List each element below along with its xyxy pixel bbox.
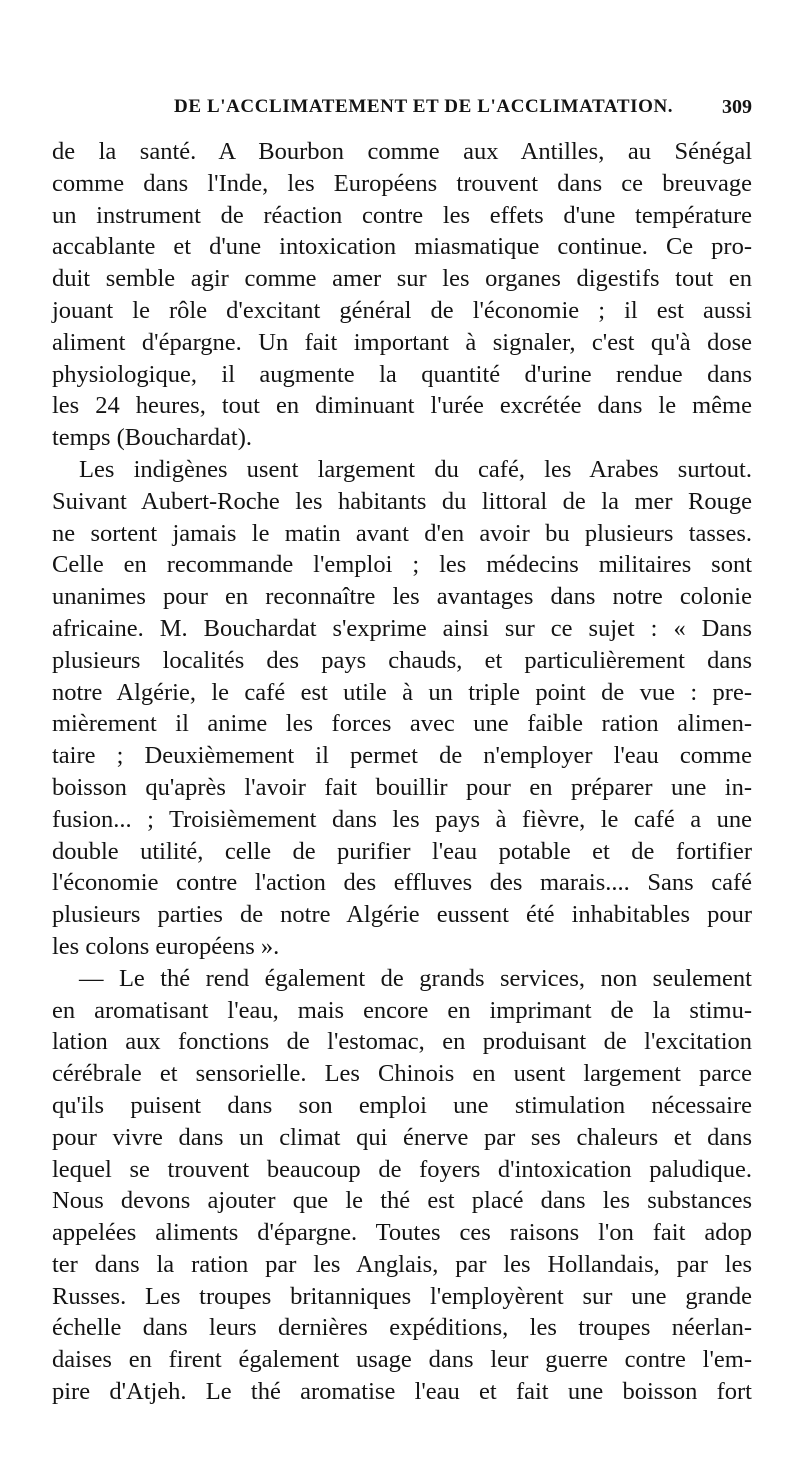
text-line: ne sortent jamais le matin avant d'en avoir bu plusieurs tasses.: [52, 519, 752, 547]
text-line: jouant le rôle d'excitant général de l'économie ; il est aussi: [52, 296, 752, 324]
text-line: notre Algérie, le café est utile à un triple point de vue : pre-: [52, 678, 752, 706]
text-line: comme dans l'Inde, les Européens trouvent dans ce breuvage: [52, 169, 752, 197]
text-line: plusieurs parties de notre Algérie eussent été inhabitables pour: [52, 901, 752, 929]
text-line: Russes. Les troupes britanniques l'employèrent sur une grande: [52, 1282, 752, 1310]
text-line: physiologique, il augmente la quantité d'urine rendue dans: [52, 360, 752, 388]
text-line: de la santé. A Bourbon comme aux Antilles, au Sénégal: [52, 138, 752, 165]
text-line: fusion... ; Troisièmement dans les pays à fièvre, le café a une: [52, 805, 752, 833]
text-line: africaine. M. Bouchardat s'exprime ainsi sur ce sujet : « Dans: [52, 614, 752, 642]
text-line: ter dans la ration par les Anglais, par les Hollandais, par les: [52, 1250, 752, 1278]
text-line: boisson qu'après l'avoir fait bouillir pour en préparer une in-: [52, 773, 752, 801]
page-number: 309: [722, 96, 752, 118]
text-line: — Le thé rend également de grands services, non seulement: [79, 964, 752, 992]
text-line: qu'ils puisent dans son emploi une stimulation nécessaire: [52, 1091, 752, 1119]
text-line: aliment d'épargne. Un fait important à signaler, c'est qu'à dose: [52, 328, 752, 356]
running-title: DE L'ACCLIMATEMENT ET DE L'ACCLIMATATION.: [174, 96, 674, 117]
text-line: l'économie contre l'action des effluves des marais.... Sans café: [52, 869, 752, 897]
text-line: lation aux fonctions de l'estomac, en produisant de l'excitation: [52, 1028, 752, 1056]
text-line: les 24 heures, tout en diminuant l'urée excrétée dans le même: [52, 392, 752, 420]
text-line: duit semble agir comme amer sur les organes digestifs tout en: [52, 265, 752, 293]
text-line: lequel se trouvent beaucoup de foyers d'intoxication paludique.: [52, 1155, 752, 1183]
text-line: échelle dans leurs dernières expéditions, les troupes néerlan-: [52, 1314, 752, 1342]
text-line: Celle en recommande l'emploi ; les médecins militaires sont: [52, 551, 752, 579]
text-line: unanimes pour en reconnaître les avantages dans notre colonie: [52, 583, 752, 611]
text-line: un instrument de réaction contre les effets d'une température: [52, 201, 752, 229]
text-line: Les indigènes usent largement du café, les Arabes surtout.: [79, 455, 752, 483]
text-line: Nous devons ajouter que le thé est placé dans les substances: [52, 1187, 752, 1215]
text-line: taire ; Deuxièmement il permet de n'employer l'eau comme: [52, 742, 752, 770]
text-line: plusieurs localités des pays chauds, et particulièrement dans: [52, 646, 752, 674]
text-line: pire d'Atjeh. Le thé aromatise l'eau et fait une boisson fort: [52, 1378, 752, 1406]
text-line: les colons européens ».: [52, 932, 280, 960]
text-line: cérébrale et sensorielle. Les Chinois en usent largement parce: [52, 1060, 752, 1088]
text-line: en aromatisant l'eau, mais encore en imprimant de la stimu-: [52, 996, 752, 1024]
text-line: appelées aliments d'épargne. Toutes ces raisons l'on fait adop: [52, 1219, 752, 1247]
text-line: temps (Bouchardat).: [52, 424, 253, 452]
running-head: [52, 96, 752, 126]
text-line: pour vivre dans un climat qui énerve par ses chaleurs et dans: [52, 1123, 752, 1151]
text-line: Suivant Aubert-Roche les habitants du littoral de la mer Rouge: [52, 487, 752, 515]
text-line: daises en firent également usage dans leur guerre contre l'em-: [52, 1346, 752, 1374]
text-line: mièrement il anime les forces avec une faible ration alimen-: [52, 710, 752, 738]
text-line: accablante et d'une intoxication miasmatique continue. Ce pro-: [52, 233, 752, 261]
text-line: double utilité, celle de purifier l'eau potable et de fortifier: [52, 837, 752, 865]
body-text: [52, 136, 752, 1408]
